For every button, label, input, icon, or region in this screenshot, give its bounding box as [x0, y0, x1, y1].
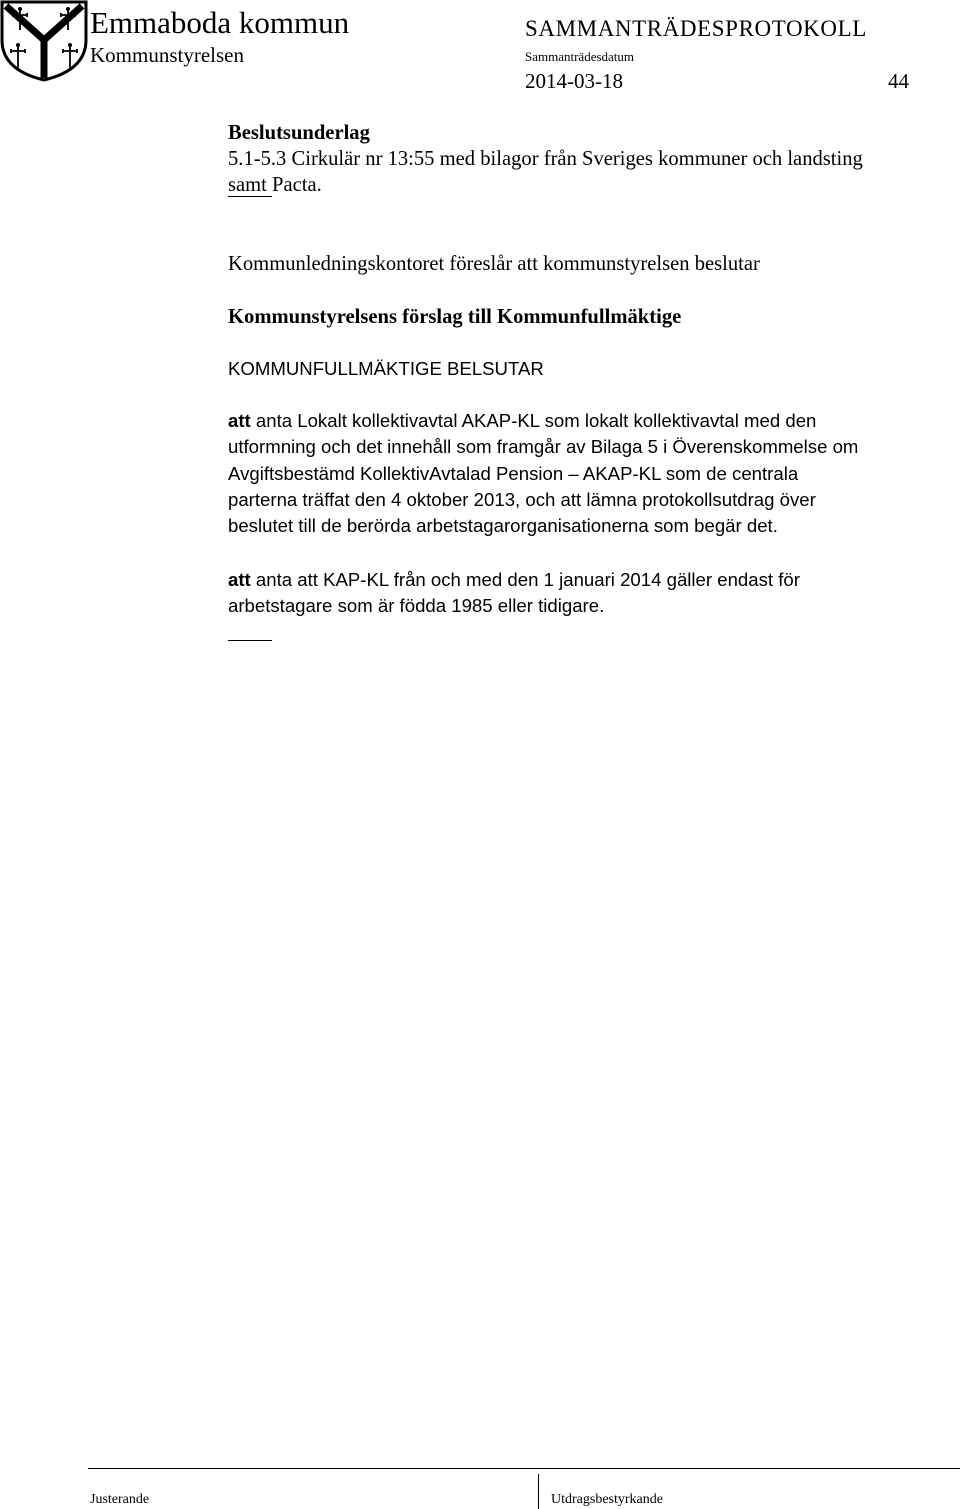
beslutsunderlag-line: 5.1-5.3 Cirkulär nr 13:55 med bilagor från Sveriges kommuner och landsting: [228, 148, 863, 170]
coat-of-arms-icon: [0, 0, 88, 82]
meeting-date-label: Sammanträdesdatum: [525, 49, 635, 64]
decision-paragraph-2: [228, 567, 953, 620]
utdragsbestyrkande-label: Utdragsbestyrkande: [551, 1492, 663, 1507]
decision-paragraph-1: [228, 408, 953, 539]
document-type: SAMMANTRÄDESPROTOKOLL: [525, 16, 867, 41]
org-name: Emmaboda kommun: [90, 5, 350, 40]
att-keyword: att: [228, 410, 251, 431]
decision-text: beslutet till de berörda arbetstagarorganisationerna som begär det.: [228, 515, 778, 537]
separator-rule: [228, 640, 272, 641]
org-unit: Kommunstyrelsen: [90, 43, 244, 67]
separator-rule: [228, 196, 272, 197]
justerande-label: Justerande: [90, 1492, 150, 1507]
footer-divider: [538, 1474, 539, 1509]
proposal-intro: Kommunledningskontoret föreslår att kommunstyrelsen beslutar: [228, 253, 760, 275]
decision-text: anta Lokalt kollektivavtal AKAP-KL som lokalt kollektivavtal med den: [250, 410, 817, 431]
decision-text: Avgiftsbestämd KollektivAvtalad Pension – AKAP-KL som de centrala: [228, 462, 799, 484]
decision-text: anta att KAP-KL från och med den 1 januari 2014 gäller endast för: [250, 569, 800, 590]
footer-rule: [88, 1468, 960, 1469]
decision-heading: KOMMUNFULLMÄKTIGE BELSUTAR: [228, 358, 544, 379]
page-number: 44: [888, 69, 909, 93]
decision-text: parterna träffat den 4 oktober 2013, och att lämna protokollsutdrag över: [228, 488, 816, 510]
decision-text: utformning och det innehåll som framgår av Bilaga 5 i Överenskommelse om: [228, 436, 859, 458]
meeting-date: 2014-03-18: [525, 69, 623, 93]
att-keyword: att: [228, 569, 251, 590]
beslutsunderlag-line: samt Pacta.: [228, 174, 322, 196]
beslutsunderlag-heading: Beslutsunderlag: [228, 122, 370, 144]
proposal-heading: Kommunstyrelsens förslag till Kommunfullmäktige: [228, 306, 682, 328]
beslutsunderlag-section: [228, 120, 953, 198]
decision-text: arbetstagare som är födda 1985 eller tidigare.: [228, 595, 605, 617]
